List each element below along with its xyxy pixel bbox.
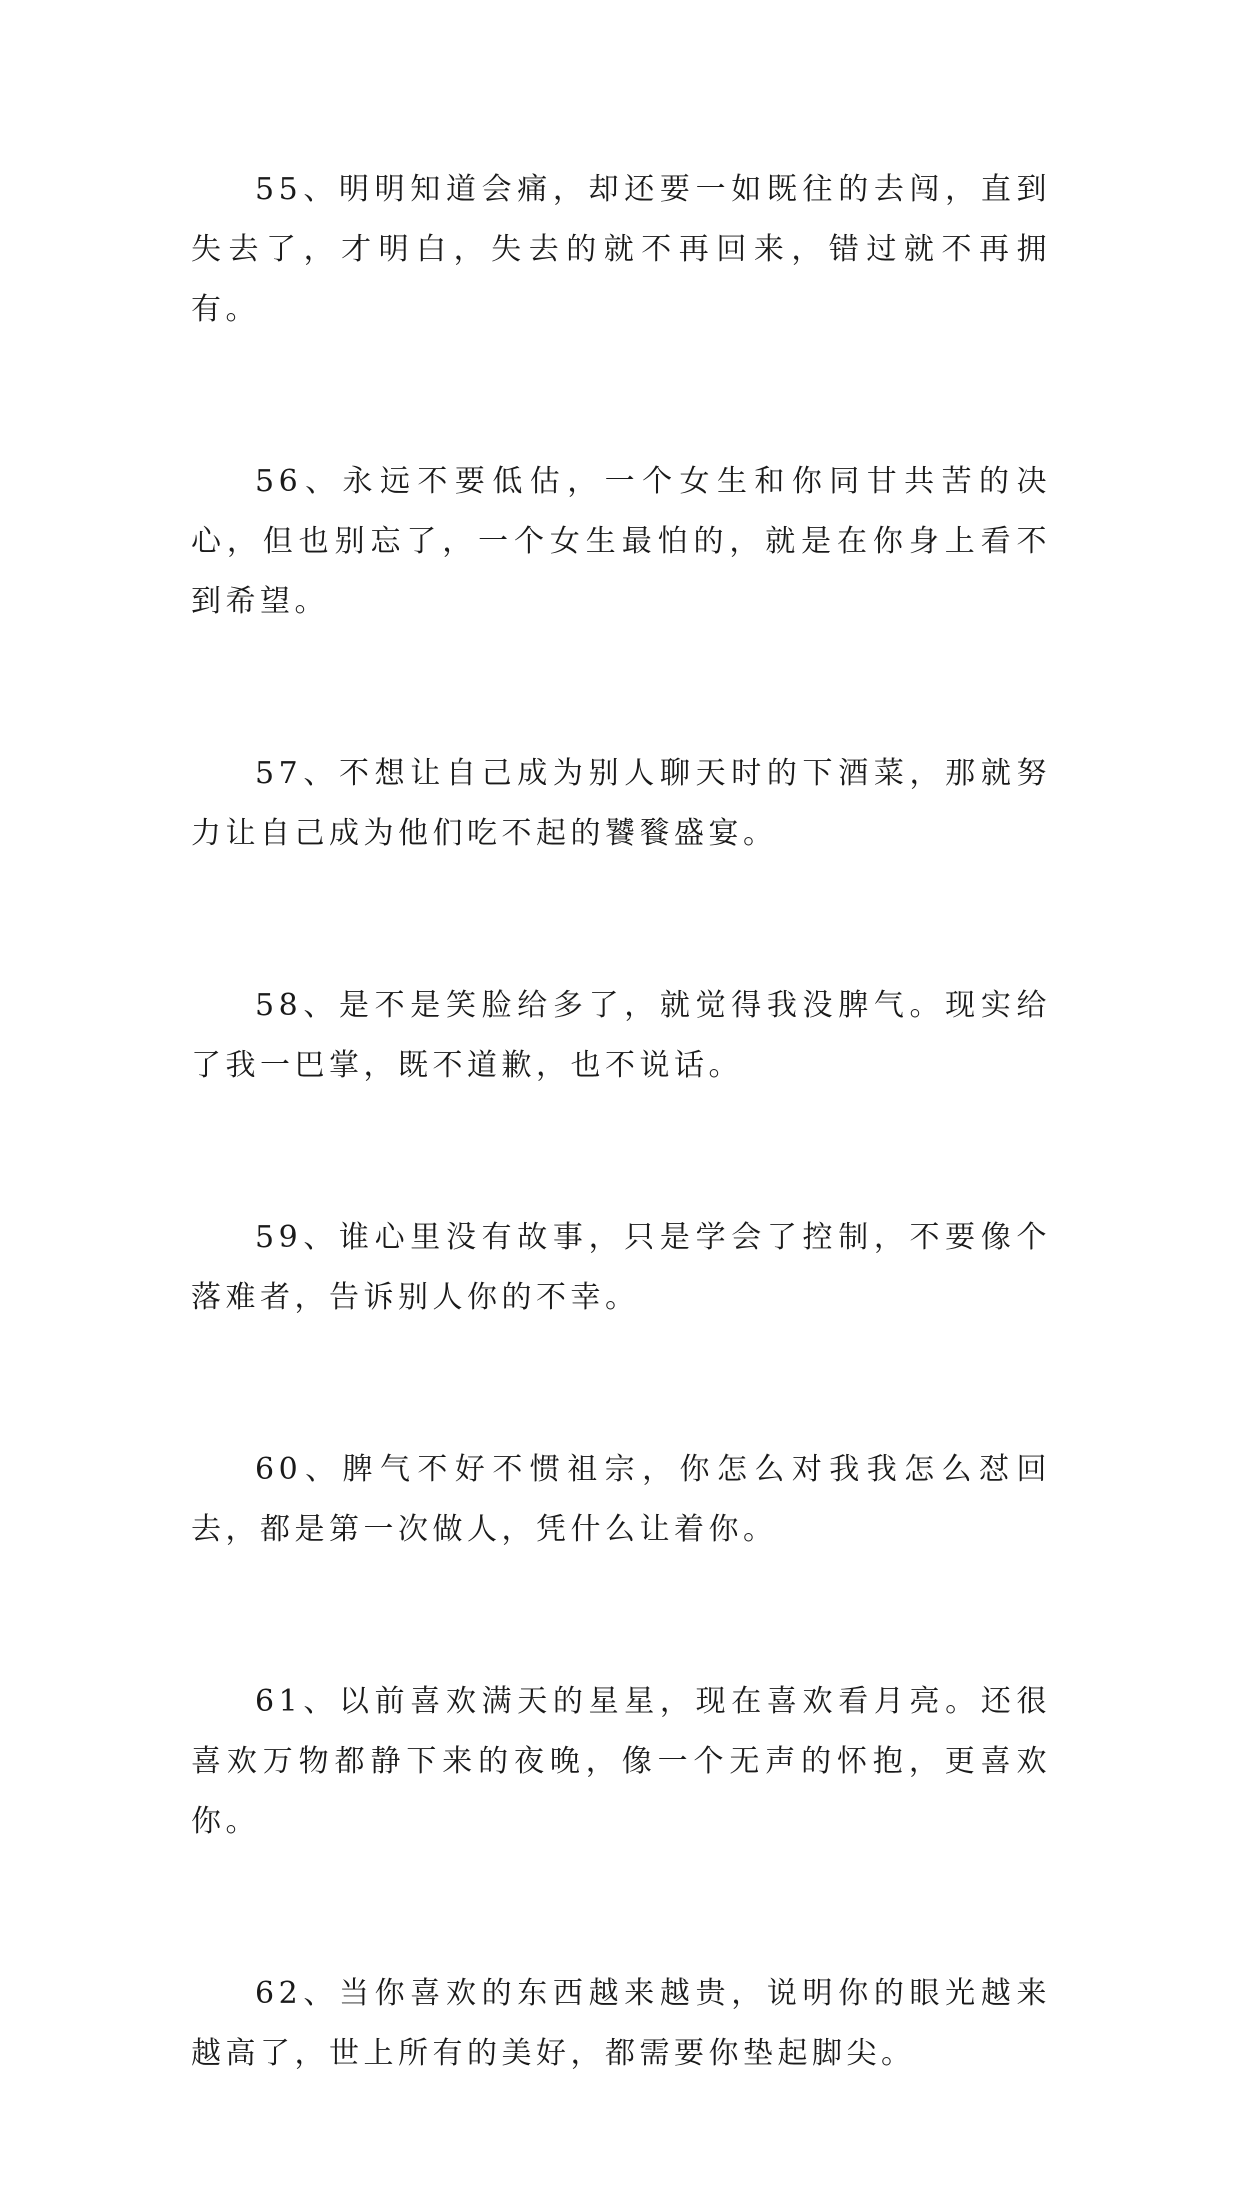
paragraph-61: 61、以前喜欢满天的星星，现在喜欢看月亮。还很喜欢万物都静下来的夜晚，像一个无声的怀抱，更喜欢你。 <box>191 1684 1051 1839</box>
paragraph-56: 56、永远不要低估，一个女生和你同甘共苦的决心，但也别忘了，一个女生最怕的，就是在你身上看不到希望。 <box>191 464 1051 619</box>
paragraph-59: 59、谁心里没有故事，只是学会了控制，不要像个落难者，告诉别人你的不幸。 <box>191 1220 1051 1315</box>
document-body <box>191 160 1051 2196</box>
paragraph-62: 62、当你喜欢的东西越来越贵，说明你的眼光越来越高了，世上所有的美好，都需要你垫起脚尖。 <box>191 1976 1051 2071</box>
paragraph-57: 57、不想让自己成为别人聊天时的下酒菜，那就努力让自己成为他们吃不起的饕餮盛宴。 <box>191 756 1051 851</box>
paragraph-58: 58、是不是笑脸给多了，就觉得我没脾气。现实给了我一巴掌，既不道歉，也不说话。 <box>191 988 1051 1083</box>
paragraph-55: 55、明明知道会痛，却还要一如既往的去闯，直到失去了，才明白，失去的就不再回来，错过就不再拥有。 <box>191 172 1051 327</box>
paragraph-60: 60、脾气不好不惯祖宗，你怎么对我我怎么怼回去，都是第一次做人，凭什么让着你。 <box>191 1452 1051 1547</box>
